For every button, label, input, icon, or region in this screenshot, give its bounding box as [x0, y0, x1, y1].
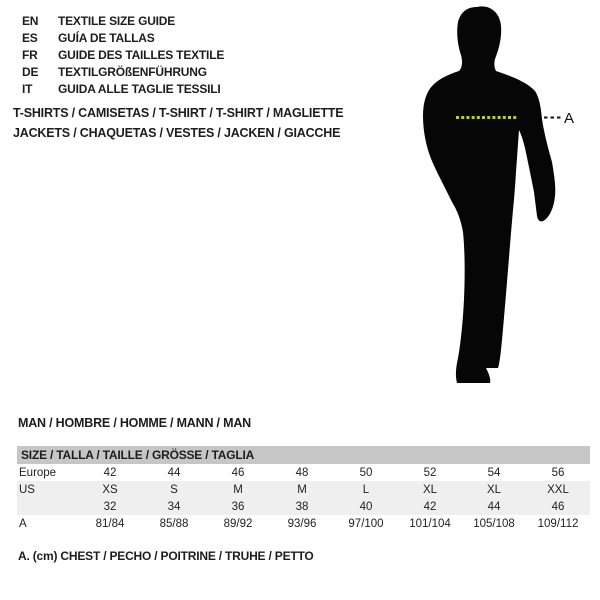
size-cell: 85/88: [159, 517, 189, 530]
size-table: [17, 446, 590, 532]
size-cell: 89/92: [223, 517, 253, 530]
size-cell: 42: [398, 498, 462, 515]
language-label: GUÍA DE TALLAS: [58, 30, 155, 45]
language-code: IT: [22, 81, 33, 96]
language-code: FR: [22, 47, 38, 62]
size-table-header: SIZE / TALLA / TAILLE / GRÖSSE / TAGLIA: [17, 446, 590, 464]
garment-types: [13, 103, 343, 143]
size-cell: 48: [295, 466, 309, 479]
size-cell: XS: [78, 481, 142, 498]
size-cell: M: [206, 481, 270, 498]
size-cell: M: [270, 481, 334, 498]
size-cell: 34: [142, 498, 206, 515]
chest-marker-label: A: [564, 110, 575, 127]
language-row: [22, 80, 224, 97]
man-silhouette-shape: [423, 6, 555, 383]
garment-types-line2: JACKETS / CHAQUETAS / VESTES / JACKEN / GIACCHE: [13, 126, 341, 140]
language-row: [22, 29, 224, 46]
language-row: [22, 12, 224, 29]
language-label: TEXTILE SIZE GUIDE: [58, 13, 176, 28]
size-cell: 36: [206, 498, 270, 515]
language-code: DE: [22, 64, 39, 79]
size-cell: L: [334, 481, 398, 498]
size-cell: 54: [487, 466, 501, 479]
row-label: US: [17, 481, 78, 498]
size-cell: 44: [462, 498, 526, 515]
size-cell: 81/84: [95, 517, 125, 530]
garment-types-line1: T-SHIRTS / CAMISETAS / T-SHIRT / T-SHIRT / MAGLIETTE: [13, 106, 344, 120]
size-cell: 105/108: [473, 517, 515, 530]
size-cell: XL: [462, 481, 526, 498]
size-cell: 46: [231, 466, 245, 479]
language-code: EN: [22, 13, 39, 28]
language-label: GUIDA ALLE TAGLIE TESSILI: [58, 81, 221, 96]
size-table-body: [17, 464, 590, 532]
row-label: A: [19, 517, 27, 530]
table-row: [17, 498, 590, 515]
table-row: [17, 481, 590, 498]
size-cell: 52: [423, 466, 437, 479]
size-cell: 46: [526, 498, 590, 515]
size-cell: 42: [103, 466, 117, 479]
language-row: [22, 63, 224, 80]
language-label: TEXTILGRÖßENFÜHRUNG: [58, 64, 207, 79]
language-row: [22, 46, 224, 63]
table-row: [17, 464, 590, 481]
size-cell: 97/100: [348, 517, 384, 530]
language-code: ES: [22, 30, 38, 45]
language-label: GUIDE DES TAILLES TEXTILE: [58, 47, 225, 62]
language-guide-list: [22, 12, 224, 97]
size-cell: 109/112: [537, 517, 579, 530]
measurement-footnote: A. (cm) CHEST / PECHO / POITRINE / TRUHE / PETTO: [18, 549, 314, 563]
size-cell: 93/96: [287, 517, 317, 530]
size-cell: 40: [334, 498, 398, 515]
row-label: Europe: [19, 466, 57, 479]
size-cell: 56: [551, 466, 565, 479]
size-cell: XXL: [526, 481, 590, 498]
size-cell: 38: [270, 498, 334, 515]
size-cell: 101/104: [409, 517, 451, 530]
size-cell: 32: [78, 498, 142, 515]
row-label: [17, 498, 78, 515]
size-cell: 50: [359, 466, 373, 479]
table-row: [17, 515, 590, 532]
section-title: MAN / HOMBRE / HOMME / MANN / MAN: [18, 416, 251, 430]
size-cell: XL: [398, 481, 462, 498]
size-cell: S: [142, 481, 206, 498]
size-cell: 44: [167, 466, 181, 479]
